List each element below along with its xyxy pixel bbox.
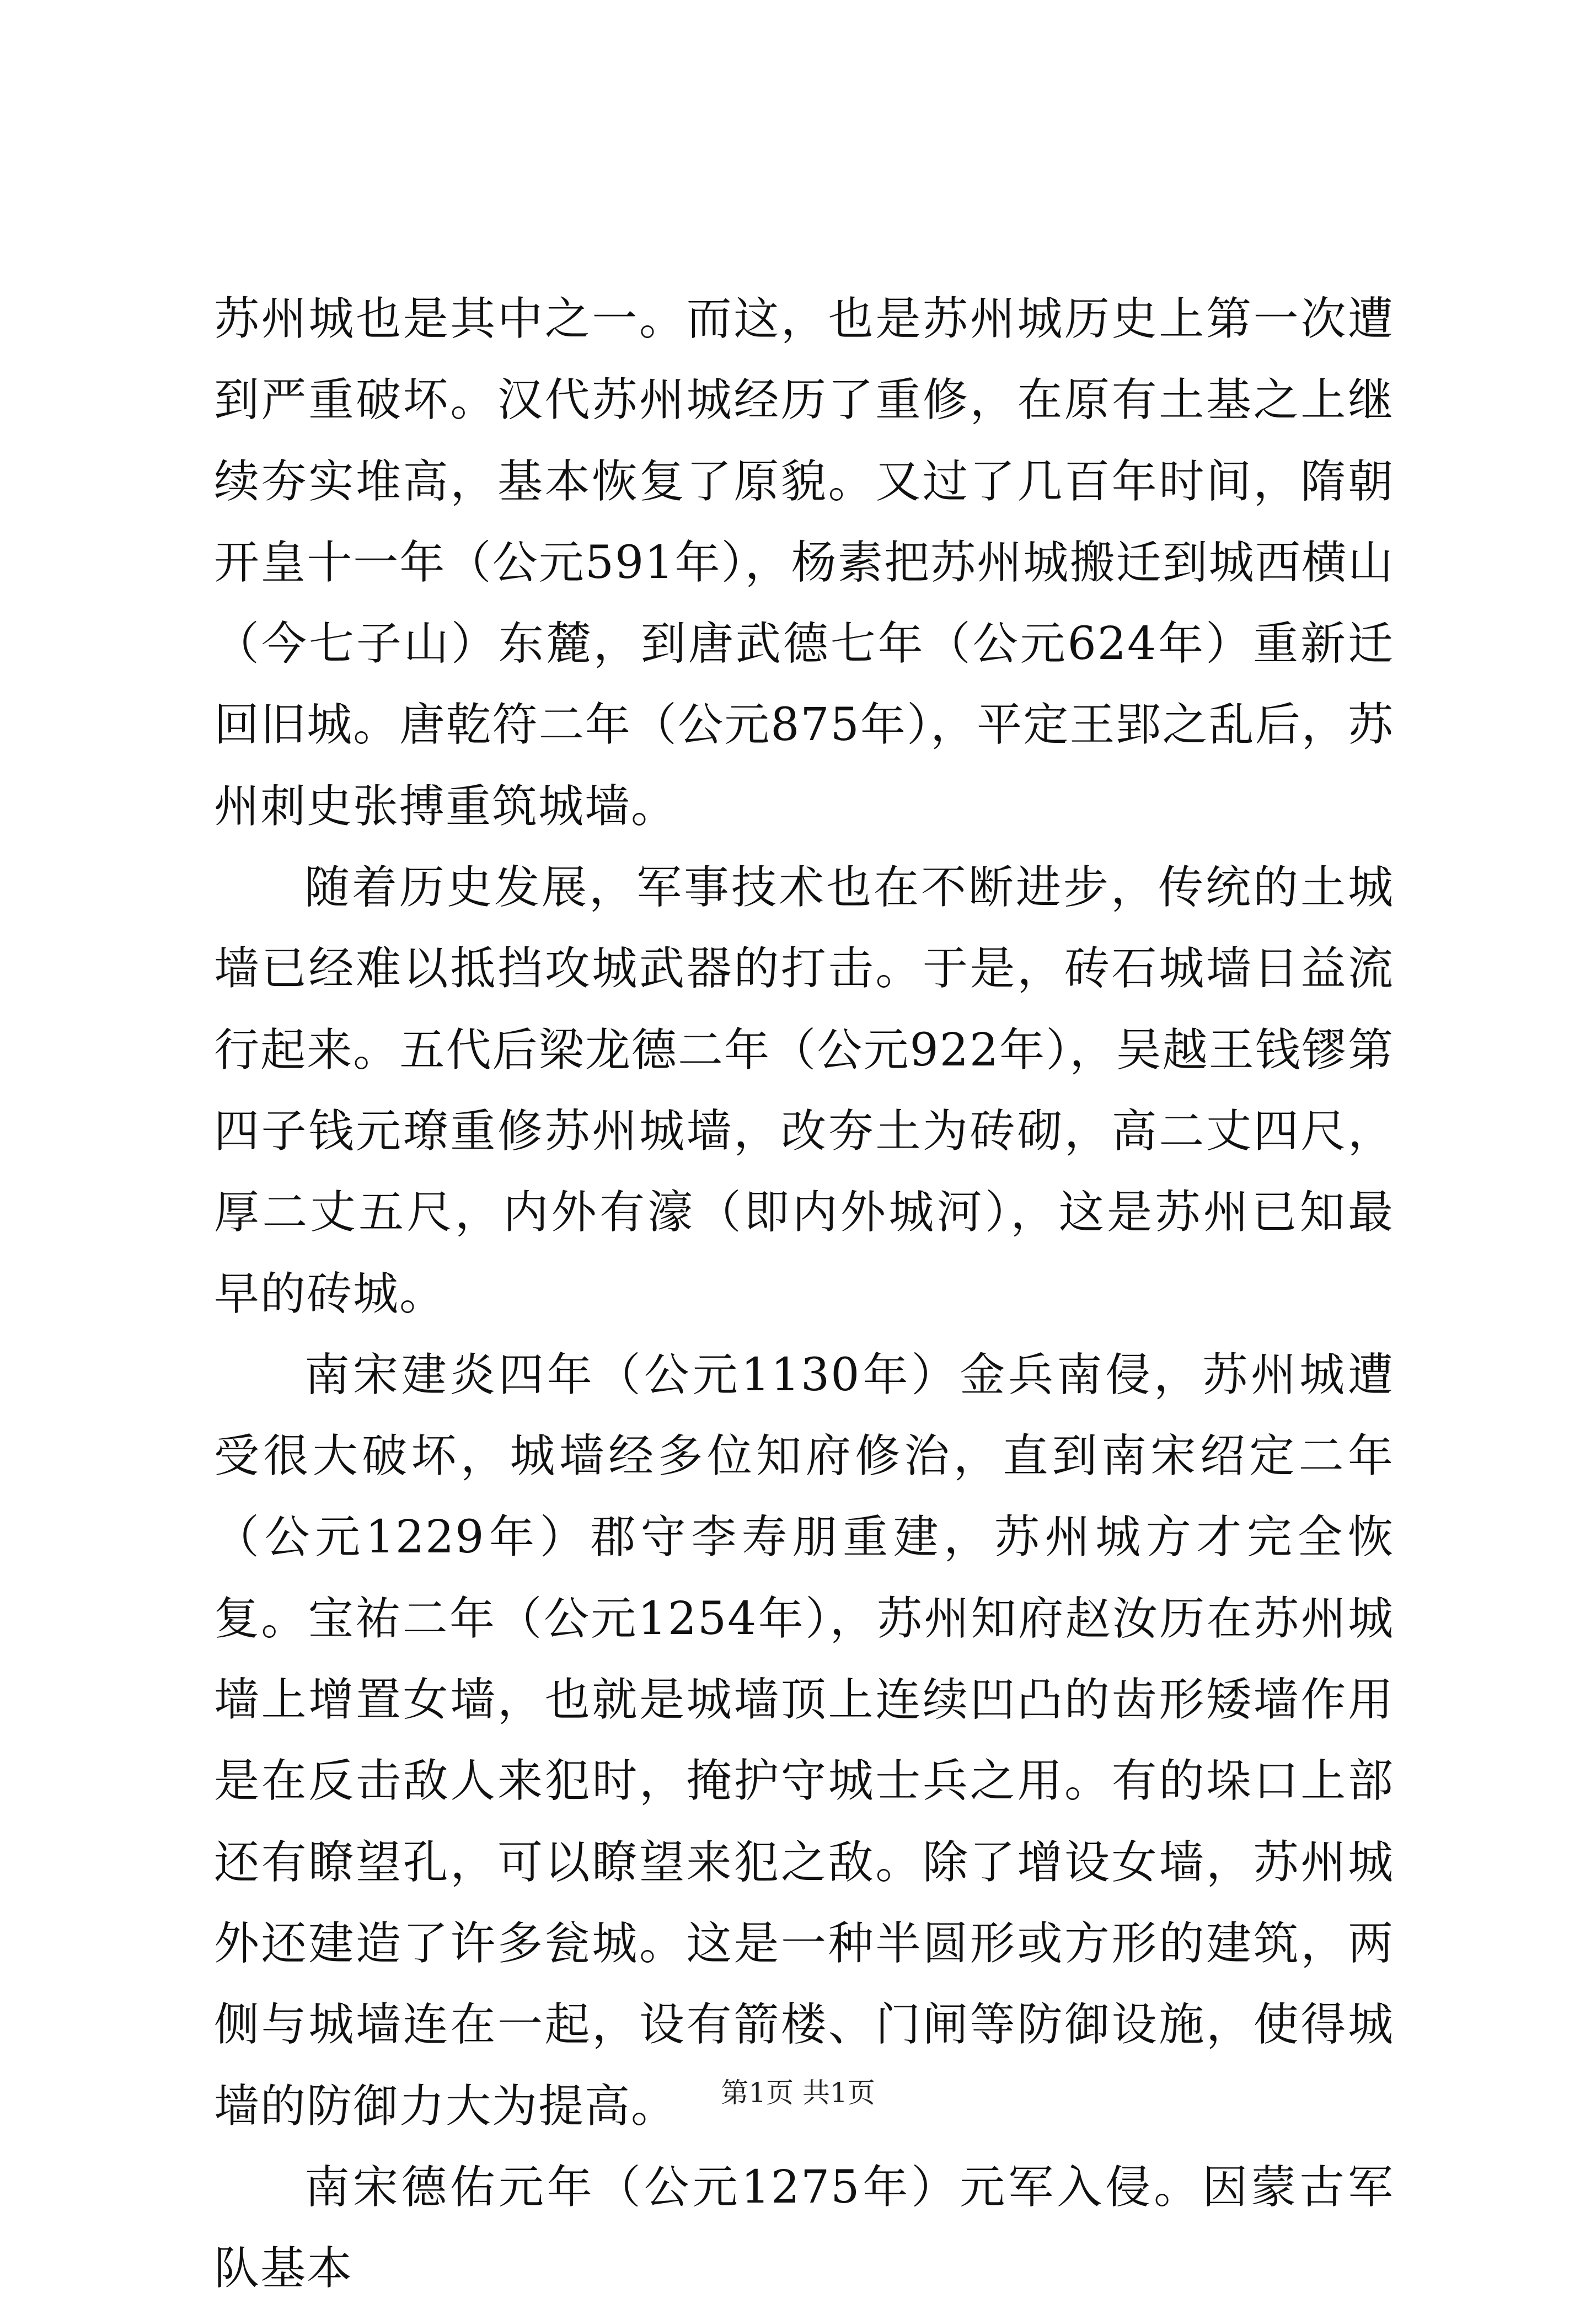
- paragraph-1: 苏州城也是其中之一。而这，也是苏州城历史上第一次遭到严重破坏。汉代苏州城经历了重修，在原有土基之上继续夯实堆高，基本恢复了原貌。又过了几百年时间，隋朝开皇十一年（公元591年），杨素把苏州城搬迁到城西横山（今七子山）东麓，到唐武德七年（公元624年）重新迁回旧城。唐乾符二年（公元875年），平定王郢之乱后，苏州刺史张搏重筑城墙。: [214, 293, 1394, 833]
- paragraph-4: 南宋德佑元年（公元1275年）元军入侵。因蒙古军队基本: [214, 2161, 1394, 2295]
- paragraph-2: 随着历史发展，军事技术也在不断进步，传统的土城墙已经难以抵挡攻城武器的打击。于是，砖石城墙日益流行起来。五代后梁龙德二年（公元922年），吴越王钱镠第四子钱元璙重修苏州城墙，改夯土为砖砌，高二丈四尺，厚二丈五尺，内外有濠（即内外城河），这是苏州已知最早的砖城。: [214, 861, 1394, 1320]
- body-text: [214, 278, 1394, 2309]
- paragraph-3: 南宋建炎四年（公元1130年）金兵南侵，苏州城遭受很大破坏，城墙经多位知府修治，直到南宋绍定二年（公元1229年）郡守李寿朋重建，苏州城方才完全恢复。宝祐二年（公元1254年），苏州知府赵汝历在苏州城墙上增置女墙，也就是城墙顶上连续凹凸的齿形矮墙作用是在反击敌人来犯时，掩护守城士兵之用。有的垛口上部还有瞭望孔，可以瞭望来犯之敌。除了增设女墙，苏州城外还建造了许多瓮城。这是一种半圆形或方形的建筑，两侧与城墙连在一起，设有箭楼、门闸等防御设施，使得城墙的防御力大为提高。: [214, 1348, 1394, 2133]
- page-footer: 第1页 共1页: [721, 2077, 875, 2109]
